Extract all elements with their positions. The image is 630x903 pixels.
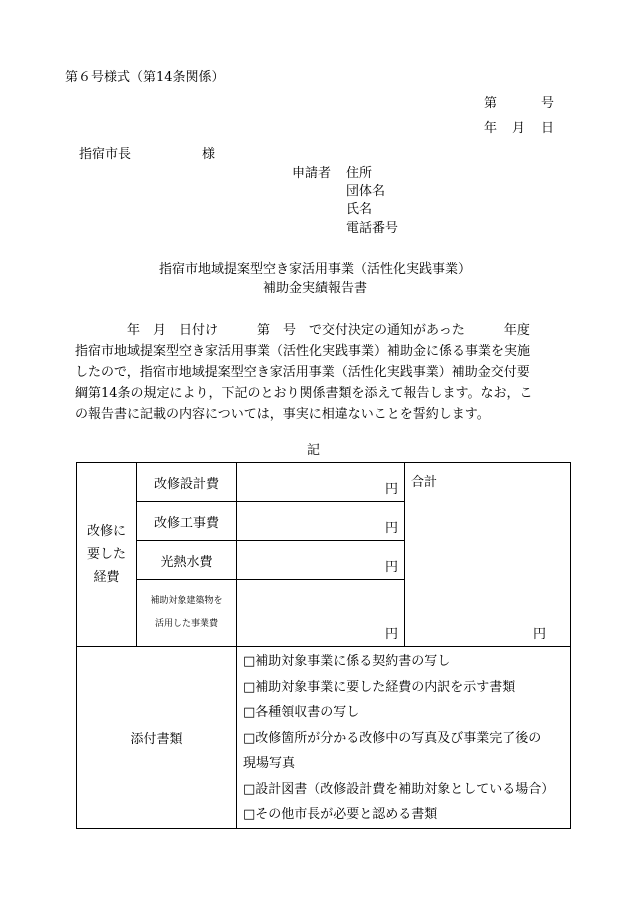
body-line: したので，指宿市地域提案型空き家活用事業（活性化実践事業）補助金交付要 [75,365,530,380]
body-line: 指宿市地域提案型空き家活用事業（活性化実践事業）補助金に係る事業を実施 [75,344,531,359]
body-paragraph [75,320,565,425]
applicant-org-label: 団体名 [346,184,386,199]
amount-design-cost[interactable] [237,463,405,502]
amount-utility-cost[interactable] [237,541,405,580]
item-building-use-cost: 補助対象建築物を 活用した事業費 [137,580,237,647]
attachment-item[interactable]: □補助対象事業に要した経費の内訳を示す書類 [243,679,516,695]
addressee-name: 指宿市長 [79,147,132,162]
yen-unit: 円 [384,482,398,497]
applicant-name-label: 氏名 [346,202,373,217]
item-design-cost: 改修設計費 [137,463,237,502]
applicant-phone-label: 電話番号 [346,221,399,236]
total-label: 合計 [411,475,438,490]
doc-number-suffix: 号 [541,96,555,111]
body-line: 年 月 日付け 第 号 で交付決定の通知があった 年度 [75,323,530,338]
date-month: 月 [512,121,526,136]
date-day: 日 [541,121,555,136]
attachment-item-continued: 現場写真 [243,756,296,771]
yen-unit: 円 [384,627,398,642]
expense-table [76,462,571,829]
doc-number-prefix: 第 [484,96,498,111]
title-line-2: 補助金実績報告書 [262,281,367,296]
amount-construction-cost[interactable] [237,502,405,541]
date-year: 年 [484,121,498,136]
body-line: の報告書に記載の内容については，事実に相違ないことを誓約します。 [75,407,490,422]
amount-building-use-cost[interactable] [237,580,405,647]
yen-unit: 円 [532,627,546,642]
attachments-label: 添付書類 [77,647,237,829]
attachments-list [237,647,571,829]
title-line-1: 指宿市地域提案型空き家活用事業（活性化実践事業） [158,262,471,277]
expense-category-cell: 改修に 要した 経費 [77,463,137,647]
attachment-item[interactable]: □その他市長が必要と認める書類 [243,807,438,822]
attachment-item[interactable]: □改修箇所が分かる改修中の写真及び事業完了後の [243,730,542,746]
item-utility-cost: 光熱水費 [137,541,237,580]
applicant-label: 申請者 [292,166,332,181]
ki-heading: 記 [307,443,321,458]
body-line: 綱第14条の規定により，下記のとおり関係書類を添えて報告します。なお，こ [75,386,533,401]
item-construction-cost: 改修工事費 [137,502,237,541]
attachment-item[interactable]: □設計図書（改修設計費を補助対象としている場合） [243,781,555,797]
attachment-item[interactable]: □各種領収書の写し [243,705,360,720]
yen-unit: 円 [384,560,398,575]
addressee-honorific: 様 [202,147,216,162]
total-cell[interactable] [405,463,571,647]
attachment-item[interactable]: □補助対象事業に係る契約書の写し [243,654,451,669]
yen-unit: 円 [384,521,398,536]
form-number: 第６号様式（第14条関係） [65,70,225,85]
applicant-address-label: 住所 [346,166,373,181]
